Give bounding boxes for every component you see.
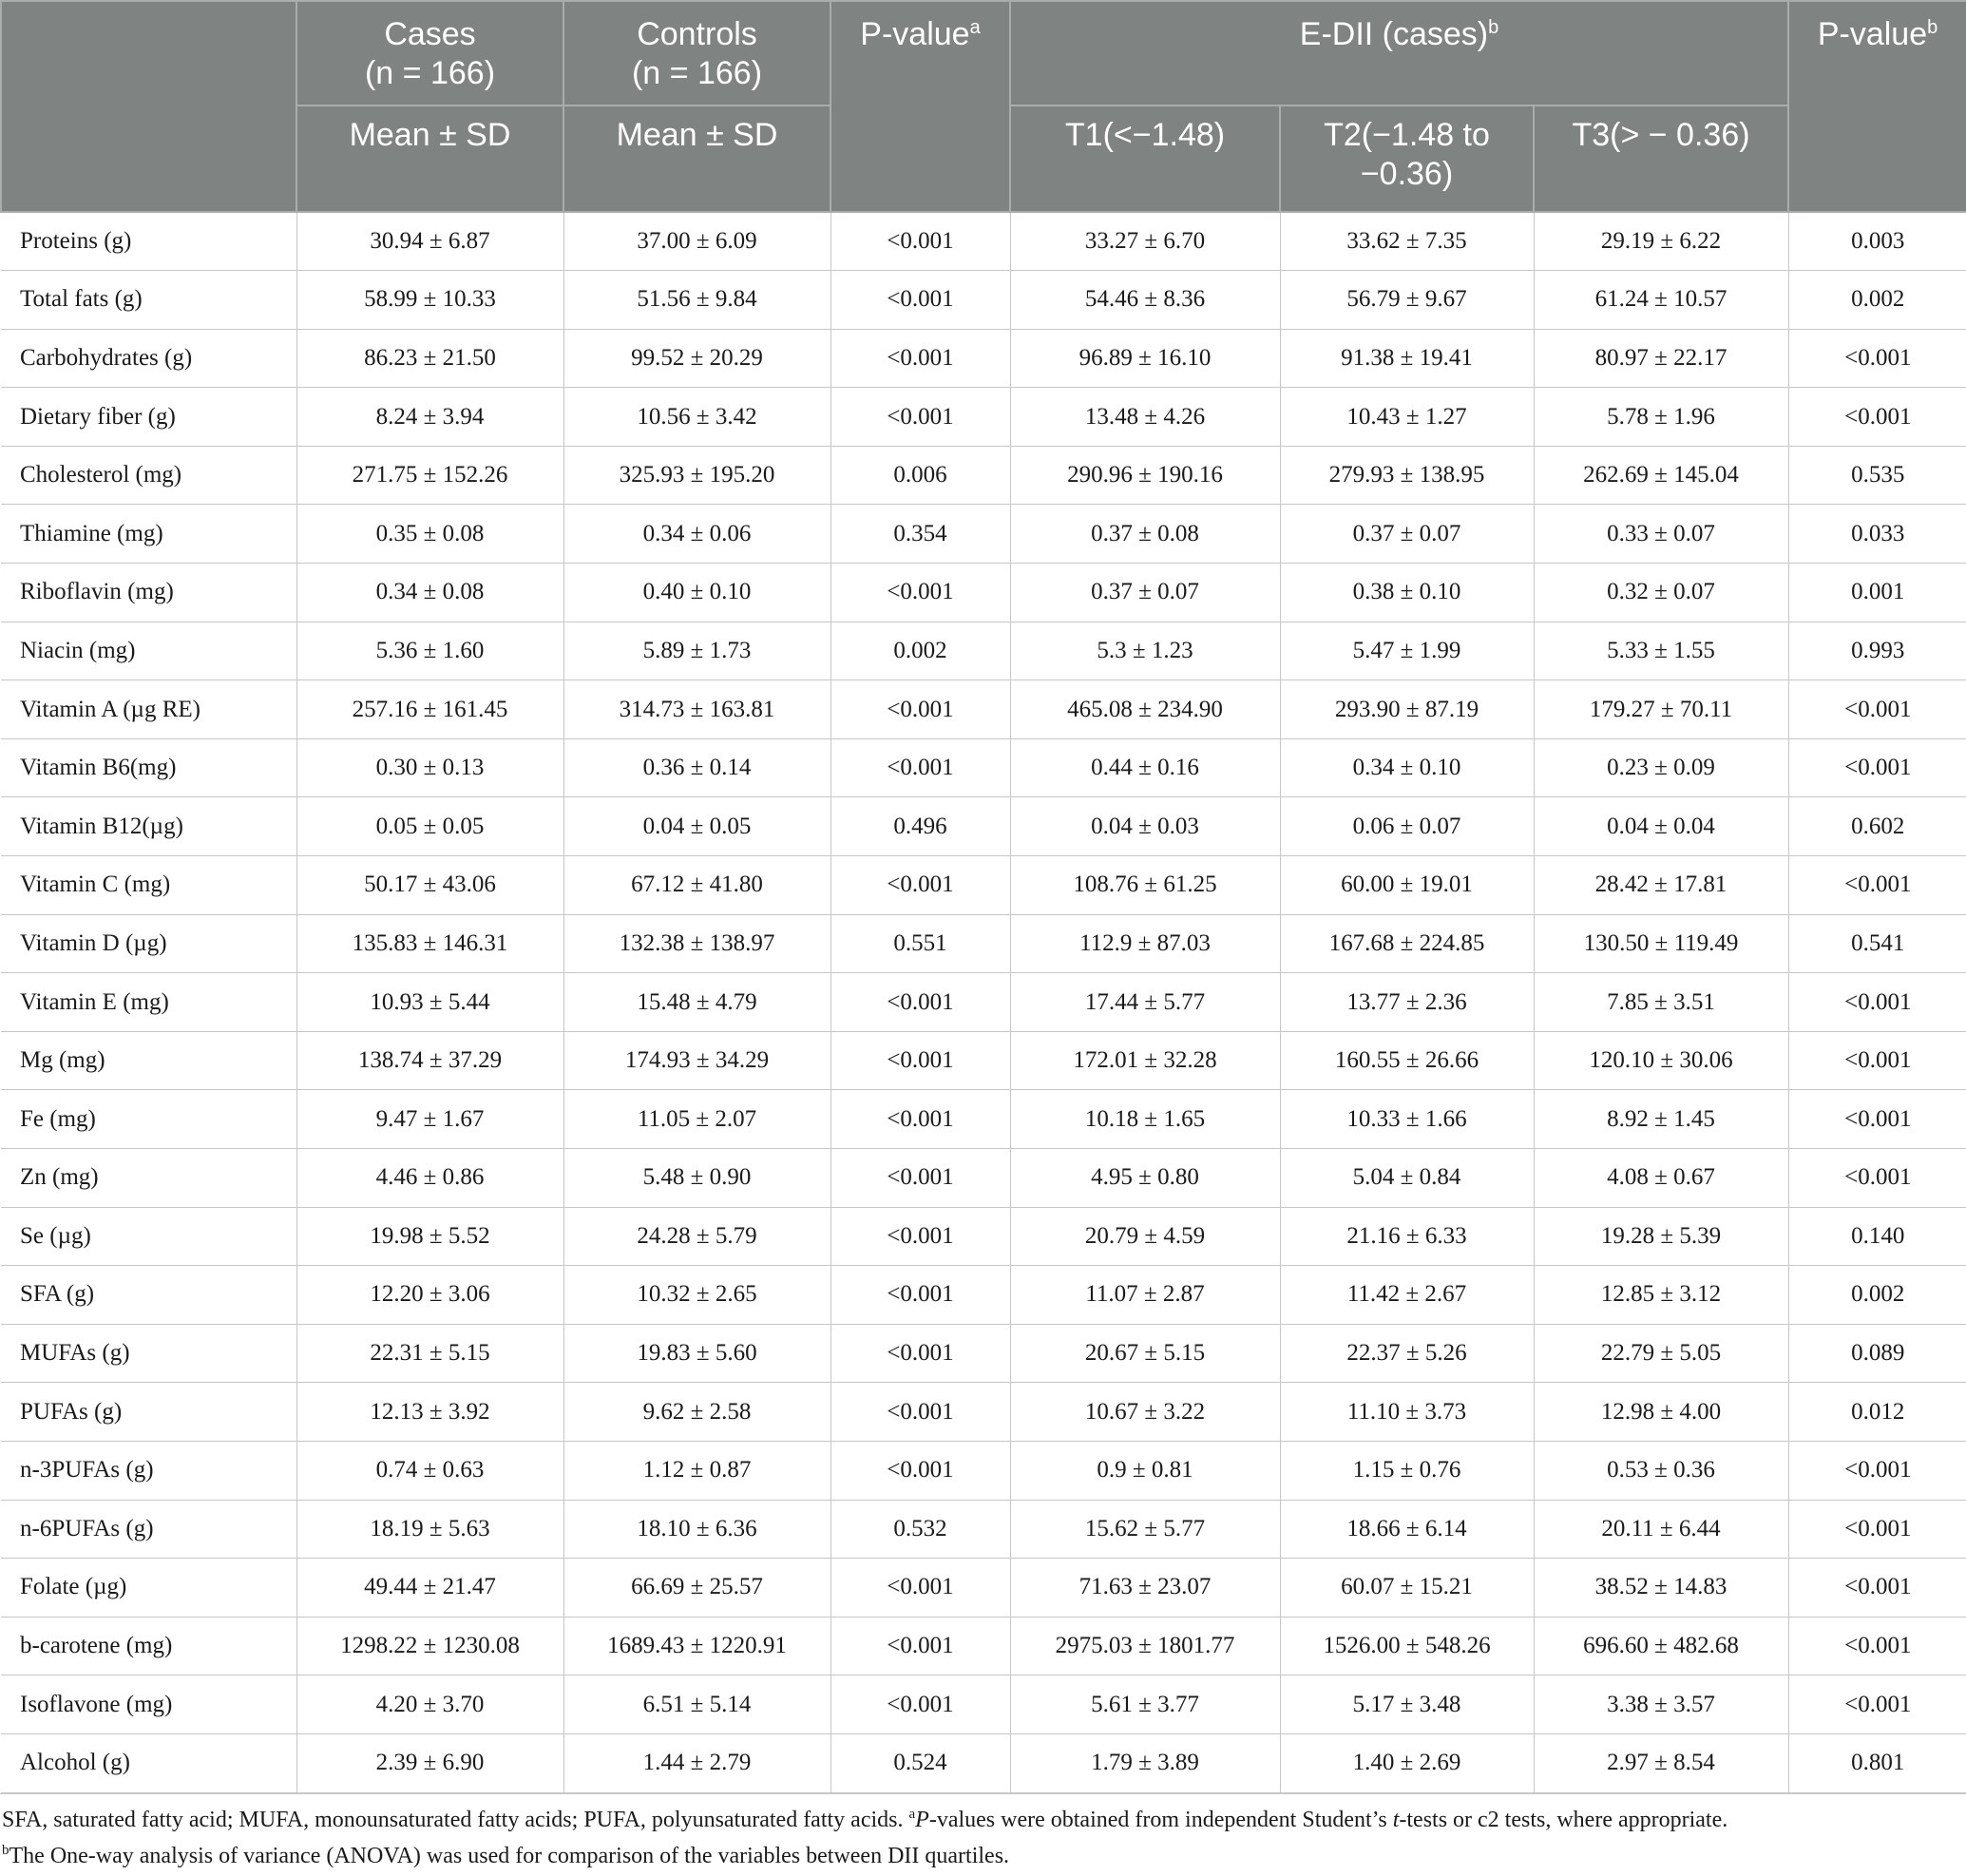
pvalue-b: 0.602 bbox=[1788, 797, 1966, 856]
table-row bbox=[1, 1559, 1966, 1618]
footnote-line-2: $^b$The One-way analysis of variance (ANOVA) was used for comparison of the variables between DII quartiles. bbox=[2, 1842, 1010, 1868]
nutrient-label: b-carotene (mg) bbox=[1, 1617, 296, 1675]
t1-mean-sd: 0.9 ± 0.81 bbox=[1010, 1441, 1280, 1500]
nutrient-label: Dietary fiber (g) bbox=[1, 388, 296, 447]
pvalue-a: <0.001 bbox=[830, 271, 1010, 330]
pvalue-b: 0.002 bbox=[1788, 271, 1966, 330]
pvalue-a: <0.001 bbox=[830, 738, 1010, 797]
t1-mean-sd: 465.08 ± 234.90 bbox=[1010, 680, 1280, 739]
header-edii: E-DII (cases)$^b$ bbox=[1010, 1, 1788, 105]
t2-mean-sd: 22.37 ± 5.26 bbox=[1280, 1324, 1534, 1383]
cases-mean-sd: 5.36 ± 1.60 bbox=[296, 622, 563, 680]
pvalue-a: 0.496 bbox=[830, 797, 1010, 856]
pvalue-b: 0.140 bbox=[1788, 1207, 1966, 1266]
cases-mean-sd: 50.17 ± 43.06 bbox=[296, 856, 563, 915]
table-row bbox=[1, 271, 1966, 330]
nutrient-label: Vitamin B12(µg) bbox=[1, 797, 296, 856]
pvalue-b: 0.033 bbox=[1788, 505, 1966, 564]
cases-mean-sd: 22.31 ± 5.15 bbox=[296, 1324, 563, 1383]
controls-mean-sd: 6.51 ± 5.14 bbox=[563, 1675, 830, 1734]
t2-mean-sd: 0.37 ± 0.07 bbox=[1280, 505, 1534, 564]
table-row bbox=[1, 212, 1966, 271]
t1-mean-sd: 2975.03 ± 1801.77 bbox=[1010, 1617, 1280, 1675]
pvalue-b: 0.001 bbox=[1788, 564, 1966, 622]
t1-mean-sd: 0.37 ± 0.07 bbox=[1010, 564, 1280, 622]
pvalue-b: <0.001 bbox=[1788, 856, 1966, 915]
nutrient-label: Vitamin B6(mg) bbox=[1, 738, 296, 797]
nutrient-label: PUFAs (g) bbox=[1, 1383, 296, 1442]
t2-mean-sd: 33.62 ± 7.35 bbox=[1280, 212, 1534, 271]
nutrient-label: Niacin (mg) bbox=[1, 622, 296, 680]
t3-mean-sd: 12.85 ± 3.12 bbox=[1534, 1266, 1788, 1325]
table-row bbox=[1, 1383, 1966, 1442]
controls-mean-sd: 15.48 ± 4.79 bbox=[563, 973, 830, 1032]
pvalue-a: <0.001 bbox=[830, 973, 1010, 1032]
t3-mean-sd: 5.78 ± 1.96 bbox=[1534, 388, 1788, 447]
t2-mean-sd: 5.17 ± 3.48 bbox=[1280, 1675, 1534, 1734]
controls-mean-sd: 18.10 ± 6.36 bbox=[563, 1500, 830, 1559]
controls-mean-sd: 0.34 ± 0.06 bbox=[563, 505, 830, 564]
controls-mean-sd: 174.93 ± 34.29 bbox=[563, 1031, 830, 1090]
header-t2: T2(−1.48 to −0.36) bbox=[1280, 105, 1534, 212]
t2-mean-sd: 91.38 ± 19.41 bbox=[1280, 329, 1534, 388]
pvalue-b: 0.003 bbox=[1788, 212, 1966, 271]
controls-mean-sd: 67.12 ± 41.80 bbox=[563, 856, 830, 915]
nutrient-label: Vitamin C (mg) bbox=[1, 856, 296, 915]
nutrient-label: Vitamin E (mg) bbox=[1, 973, 296, 1032]
table-row bbox=[1, 1031, 1966, 1090]
pvalue-b: <0.001 bbox=[1788, 1617, 1966, 1675]
t3-mean-sd: 8.92 ± 1.45 bbox=[1534, 1090, 1788, 1149]
controls-mean-sd: 5.89 ± 1.73 bbox=[563, 622, 830, 680]
pvalue-b: <0.001 bbox=[1788, 680, 1966, 739]
table-row bbox=[1, 1324, 1966, 1383]
pvalue-b: 0.012 bbox=[1788, 1383, 1966, 1442]
t3-mean-sd: 38.52 ± 14.83 bbox=[1534, 1559, 1788, 1618]
nutrient-label: n-6PUFAs (g) bbox=[1, 1500, 296, 1559]
cases-mean-sd: 1298.22 ± 1230.08 bbox=[296, 1617, 563, 1675]
nutrient-label: Fe (mg) bbox=[1, 1090, 296, 1149]
t2-mean-sd: 1.15 ± 0.76 bbox=[1280, 1441, 1534, 1500]
cases-mean-sd: 86.23 ± 21.50 bbox=[296, 329, 563, 388]
header-pvalue-b: P-value$^b$ bbox=[1788, 1, 1966, 212]
t1-mean-sd: 20.79 ± 4.59 bbox=[1010, 1207, 1280, 1266]
t1-mean-sd: 96.89 ± 16.10 bbox=[1010, 329, 1280, 388]
t3-mean-sd: 120.10 ± 30.06 bbox=[1534, 1031, 1788, 1090]
pvalue-b: 0.993 bbox=[1788, 622, 1966, 680]
header-mean-sd-cases: Mean ± SD bbox=[296, 105, 563, 212]
t3-mean-sd: 2.97 ± 8.54 bbox=[1534, 1733, 1788, 1792]
pvalue-b: <0.001 bbox=[1788, 1675, 1966, 1734]
table-row bbox=[1, 1500, 1966, 1559]
footnote-line-1: SFA, saturated fatty acid; MUFA, monounsaturated fatty acids; PUFA, polyunsaturated fatty acids. $^a$P-values were obtained from independent Student’s t-tests or c2 tests, where appropriate. bbox=[2, 1806, 1728, 1832]
cases-mean-sd: 18.19 ± 5.63 bbox=[296, 1500, 563, 1559]
table-row bbox=[1, 446, 1966, 505]
cases-mean-sd: 12.20 ± 3.06 bbox=[296, 1266, 563, 1325]
pvalue-a: 0.532 bbox=[830, 1500, 1010, 1559]
t2-mean-sd: 0.38 ± 0.10 bbox=[1280, 564, 1534, 622]
pvalue-a: 0.551 bbox=[830, 914, 1010, 973]
t3-mean-sd: 28.42 ± 17.81 bbox=[1534, 856, 1788, 915]
pvalue-a: <0.001 bbox=[830, 1617, 1010, 1675]
table-row bbox=[1, 738, 1966, 797]
cases-mean-sd: 0.05 ± 0.05 bbox=[296, 797, 563, 856]
header-pvalue-a: P-value$^a$ bbox=[830, 1, 1010, 212]
t3-mean-sd: 0.32 ± 0.07 bbox=[1534, 564, 1788, 622]
cases-mean-sd: 2.39 ± 6.90 bbox=[296, 1733, 563, 1792]
t1-mean-sd: 10.67 ± 3.22 bbox=[1010, 1383, 1280, 1442]
t3-mean-sd: 179.27 ± 70.11 bbox=[1534, 680, 1788, 739]
table-row bbox=[1, 1266, 1966, 1325]
t1-mean-sd: 4.95 ± 0.80 bbox=[1010, 1149, 1280, 1208]
pvalue-b: <0.001 bbox=[1788, 329, 1966, 388]
t2-mean-sd: 11.42 ± 2.67 bbox=[1280, 1266, 1534, 1325]
pvalue-a: <0.001 bbox=[830, 212, 1010, 271]
pvalue-b: <0.001 bbox=[1788, 1090, 1966, 1149]
pvalue-b: 0.002 bbox=[1788, 1266, 1966, 1325]
table-row bbox=[1, 1733, 1966, 1792]
controls-mean-sd: 10.32 ± 2.65 bbox=[563, 1266, 830, 1325]
t1-mean-sd: 1.79 ± 3.89 bbox=[1010, 1733, 1280, 1792]
t2-mean-sd: 160.55 ± 26.66 bbox=[1280, 1031, 1534, 1090]
table-row bbox=[1, 388, 1966, 447]
cases-mean-sd: 257.16 ± 161.45 bbox=[296, 680, 563, 739]
nutrient-label: Vitamin A (µg RE) bbox=[1, 680, 296, 739]
pvalue-b: <0.001 bbox=[1788, 1559, 1966, 1618]
nutrient-label: MUFAs (g) bbox=[1, 1324, 296, 1383]
controls-mean-sd: 37.00 ± 6.09 bbox=[563, 212, 830, 271]
pvalue-a: <0.001 bbox=[830, 1090, 1010, 1149]
header-cases: Cases (n = 166) bbox=[296, 1, 563, 105]
cases-mean-sd: 4.20 ± 3.70 bbox=[296, 1675, 563, 1734]
t1-mean-sd: 54.46 ± 8.36 bbox=[1010, 271, 1280, 330]
nutrient-label: Riboflavin (mg) bbox=[1, 564, 296, 622]
nutrient-label: Folate (µg) bbox=[1, 1559, 296, 1618]
t3-mean-sd: 5.33 ± 1.55 bbox=[1534, 622, 1788, 680]
t1-mean-sd: 17.44 ± 5.77 bbox=[1010, 973, 1280, 1032]
pvalue-b: <0.001 bbox=[1788, 1031, 1966, 1090]
t1-mean-sd: 20.67 ± 5.15 bbox=[1010, 1324, 1280, 1383]
controls-mean-sd: 0.36 ± 0.14 bbox=[563, 738, 830, 797]
cases-mean-sd: 0.34 ± 0.08 bbox=[296, 564, 563, 622]
t2-mean-sd: 1526.00 ± 548.26 bbox=[1280, 1617, 1534, 1675]
pvalue-a: 0.524 bbox=[830, 1733, 1010, 1792]
t2-mean-sd: 0.06 ± 0.07 bbox=[1280, 797, 1534, 856]
pvalue-b: 0.801 bbox=[1788, 1733, 1966, 1792]
controls-mean-sd: 1689.43 ± 1220.91 bbox=[563, 1617, 830, 1675]
cases-mean-sd: 9.47 ± 1.67 bbox=[296, 1090, 563, 1149]
table-row bbox=[1, 329, 1966, 388]
nutrient-label: Vitamin D (µg) bbox=[1, 914, 296, 973]
t2-mean-sd: 18.66 ± 6.14 bbox=[1280, 1500, 1534, 1559]
nutrient-label: Se (µg) bbox=[1, 1207, 296, 1266]
pvalue-a: <0.001 bbox=[830, 329, 1010, 388]
t3-mean-sd: 4.08 ± 0.67 bbox=[1534, 1149, 1788, 1208]
nutrient-label: Cholesterol (mg) bbox=[1, 446, 296, 505]
t3-mean-sd: 262.69 ± 145.04 bbox=[1534, 446, 1788, 505]
t3-mean-sd: 0.23 ± 0.09 bbox=[1534, 738, 1788, 797]
header-controls-n: (n = 166) bbox=[631, 55, 763, 91]
cases-mean-sd: 271.75 ± 152.26 bbox=[296, 446, 563, 505]
nutrient-label: SFA (g) bbox=[1, 1266, 296, 1325]
t3-mean-sd: 29.19 ± 6.22 bbox=[1534, 212, 1788, 271]
t1-mean-sd: 10.18 ± 1.65 bbox=[1010, 1090, 1280, 1149]
controls-mean-sd: 1.44 ± 2.79 bbox=[563, 1733, 830, 1792]
t2-mean-sd: 11.10 ± 3.73 bbox=[1280, 1383, 1534, 1442]
cases-mean-sd: 4.46 ± 0.86 bbox=[296, 1149, 563, 1208]
t2-mean-sd: 21.16 ± 6.33 bbox=[1280, 1207, 1534, 1266]
cases-mean-sd: 0.74 ± 0.63 bbox=[296, 1441, 563, 1500]
controls-mean-sd: 99.52 ± 20.29 bbox=[563, 329, 830, 388]
nutrient-label: Proteins (g) bbox=[1, 212, 296, 271]
controls-mean-sd: 24.28 ± 5.79 bbox=[563, 1207, 830, 1266]
t3-mean-sd: 696.60 ± 482.68 bbox=[1534, 1617, 1788, 1675]
pvalue-a: <0.001 bbox=[830, 1675, 1010, 1734]
pvalue-a: <0.001 bbox=[830, 1383, 1010, 1442]
pvalue-b: <0.001 bbox=[1788, 1500, 1966, 1559]
t1-mean-sd: 11.07 ± 2.87 bbox=[1010, 1266, 1280, 1325]
pvalue-a: <0.001 bbox=[830, 564, 1010, 622]
t2-mean-sd: 60.00 ± 19.01 bbox=[1280, 856, 1534, 915]
pvalue-b: 0.089 bbox=[1788, 1324, 1966, 1383]
t1-mean-sd: 33.27 ± 6.70 bbox=[1010, 212, 1280, 271]
pvalue-a: <0.001 bbox=[830, 856, 1010, 915]
pvalue-a: <0.001 bbox=[830, 1207, 1010, 1266]
pvalue-b: <0.001 bbox=[1788, 738, 1966, 797]
controls-mean-sd: 19.83 ± 5.60 bbox=[563, 1324, 830, 1383]
t2-mean-sd: 60.07 ± 15.21 bbox=[1280, 1559, 1534, 1618]
t2-mean-sd: 5.04 ± 0.84 bbox=[1280, 1149, 1534, 1208]
t2-mean-sd: 167.68 ± 224.85 bbox=[1280, 914, 1534, 973]
pvalue-a: <0.001 bbox=[830, 1324, 1010, 1383]
t3-mean-sd: 61.24 ± 10.57 bbox=[1534, 271, 1788, 330]
nutrient-label: Total fats (g) bbox=[1, 271, 296, 330]
cases-mean-sd: 8.24 ± 3.94 bbox=[296, 388, 563, 447]
t3-mean-sd: 12.98 ± 4.00 bbox=[1534, 1383, 1788, 1442]
t2-mean-sd: 56.79 ± 9.67 bbox=[1280, 271, 1534, 330]
controls-mean-sd: 66.69 ± 25.57 bbox=[563, 1559, 830, 1618]
controls-mean-sd: 314.73 ± 163.81 bbox=[563, 680, 830, 739]
controls-mean-sd: 132.38 ± 138.97 bbox=[563, 914, 830, 973]
t1-mean-sd: 108.76 ± 61.25 bbox=[1010, 856, 1280, 915]
t1-mean-sd: 112.9 ± 87.03 bbox=[1010, 914, 1280, 973]
cases-mean-sd: 19.98 ± 5.52 bbox=[296, 1207, 563, 1266]
cases-mean-sd: 135.83 ± 146.31 bbox=[296, 914, 563, 973]
cases-mean-sd: 12.13 ± 3.92 bbox=[296, 1383, 563, 1442]
table-body bbox=[1, 212, 1966, 1792]
t1-mean-sd: 172.01 ± 32.28 bbox=[1010, 1031, 1280, 1090]
t3-mean-sd: 80.97 ± 22.17 bbox=[1534, 329, 1788, 388]
pvalue-a: <0.001 bbox=[830, 680, 1010, 739]
controls-mean-sd: 0.04 ± 0.05 bbox=[563, 797, 830, 856]
table-row bbox=[1, 1617, 1966, 1675]
cases-mean-sd: 0.30 ± 0.13 bbox=[296, 738, 563, 797]
t2-mean-sd: 10.33 ± 1.66 bbox=[1280, 1090, 1534, 1149]
pvalue-a: <0.001 bbox=[830, 1441, 1010, 1500]
t1-mean-sd: 13.48 ± 4.26 bbox=[1010, 388, 1280, 447]
t3-mean-sd: 22.79 ± 5.05 bbox=[1534, 1324, 1788, 1383]
table-row bbox=[1, 1441, 1966, 1500]
pvalue-b: <0.001 bbox=[1788, 1441, 1966, 1500]
header-mean-sd-controls: Mean ± SD bbox=[563, 105, 830, 212]
t1-mean-sd: 15.62 ± 5.77 bbox=[1010, 1500, 1280, 1559]
t3-mean-sd: 7.85 ± 3.51 bbox=[1534, 973, 1788, 1032]
controls-mean-sd: 1.12 ± 0.87 bbox=[563, 1441, 830, 1500]
cases-mean-sd: 10.93 ± 5.44 bbox=[296, 973, 563, 1032]
nutrient-label: Mg (mg) bbox=[1, 1031, 296, 1090]
pvalue-a: <0.001 bbox=[830, 1266, 1010, 1325]
t3-mean-sd: 0.04 ± 0.04 bbox=[1534, 797, 1788, 856]
t1-mean-sd: 5.61 ± 3.77 bbox=[1010, 1675, 1280, 1734]
pvalue-b: <0.001 bbox=[1788, 388, 1966, 447]
t3-mean-sd: 3.38 ± 3.57 bbox=[1534, 1675, 1788, 1734]
header-controls: Controls (n = 166) bbox=[563, 1, 830, 105]
table-row bbox=[1, 1149, 1966, 1208]
pvalue-b: 0.535 bbox=[1788, 446, 1966, 505]
table-row bbox=[1, 856, 1966, 915]
cases-mean-sd: 49.44 ± 21.47 bbox=[296, 1559, 563, 1618]
t2-mean-sd: 13.77 ± 2.36 bbox=[1280, 973, 1534, 1032]
table-footnotes bbox=[0, 1793, 1966, 1874]
pvalue-b: <0.001 bbox=[1788, 973, 1966, 1032]
cases-mean-sd: 30.94 ± 6.87 bbox=[296, 212, 563, 271]
pvalue-a: <0.001 bbox=[830, 1031, 1010, 1090]
nutrient-label: Alcohol (g) bbox=[1, 1733, 296, 1792]
t1-mean-sd: 71.63 ± 23.07 bbox=[1010, 1559, 1280, 1618]
t3-mean-sd: 0.53 ± 0.36 bbox=[1534, 1441, 1788, 1500]
table-row bbox=[1, 797, 1966, 856]
pvalue-b: <0.001 bbox=[1788, 1149, 1966, 1208]
controls-mean-sd: 51.56 ± 9.84 bbox=[563, 271, 830, 330]
t2-mean-sd: 0.34 ± 0.10 bbox=[1280, 738, 1534, 797]
t3-mean-sd: 130.50 ± 119.49 bbox=[1534, 914, 1788, 973]
table-row bbox=[1, 1675, 1966, 1734]
nutrient-label: Zn (mg) bbox=[1, 1149, 296, 1208]
t2-mean-sd: 279.93 ± 138.95 bbox=[1280, 446, 1534, 505]
pvalue-a: <0.001 bbox=[830, 1559, 1010, 1618]
table-row bbox=[1, 914, 1966, 973]
header-t3: T3(> − 0.36) bbox=[1534, 105, 1788, 212]
pvalue-b: 0.541 bbox=[1788, 914, 1966, 973]
t2-mean-sd: 1.40 ± 2.69 bbox=[1280, 1733, 1534, 1792]
t2-mean-sd: 5.47 ± 1.99 bbox=[1280, 622, 1534, 680]
t3-mean-sd: 19.28 ± 5.39 bbox=[1534, 1207, 1788, 1266]
nutrient-label: Thiamine (mg) bbox=[1, 505, 296, 564]
pvalue-a: <0.001 bbox=[830, 1149, 1010, 1208]
table-header bbox=[1, 1, 1966, 212]
pvalue-a: 0.006 bbox=[830, 446, 1010, 505]
t1-mean-sd: 0.44 ± 0.16 bbox=[1010, 738, 1280, 797]
controls-mean-sd: 5.48 ± 0.90 bbox=[563, 1149, 830, 1208]
t3-mean-sd: 0.33 ± 0.07 bbox=[1534, 505, 1788, 564]
table-row bbox=[1, 1090, 1966, 1149]
table-row bbox=[1, 622, 1966, 680]
table-row bbox=[1, 973, 1966, 1032]
cases-mean-sd: 0.35 ± 0.08 bbox=[296, 505, 563, 564]
t2-mean-sd: 10.43 ± 1.27 bbox=[1280, 388, 1534, 447]
controls-mean-sd: 11.05 ± 2.07 bbox=[563, 1090, 830, 1149]
controls-mean-sd: 9.62 ± 2.58 bbox=[563, 1383, 830, 1442]
nutrient-label: Isoflavone (mg) bbox=[1, 1675, 296, 1734]
controls-mean-sd: 0.40 ± 0.10 bbox=[563, 564, 830, 622]
pvalue-a: 0.002 bbox=[830, 622, 1010, 680]
pvalue-a: 0.354 bbox=[830, 505, 1010, 564]
t1-mean-sd: 290.96 ± 190.16 bbox=[1010, 446, 1280, 505]
cases-mean-sd: 58.99 ± 10.33 bbox=[296, 271, 563, 330]
table-row bbox=[1, 680, 1966, 739]
t1-mean-sd: 5.3 ± 1.23 bbox=[1010, 622, 1280, 680]
header-cases-n: (n = 166) bbox=[364, 55, 496, 91]
t2-mean-sd: 293.90 ± 87.19 bbox=[1280, 680, 1534, 739]
t1-mean-sd: 0.37 ± 0.08 bbox=[1010, 505, 1280, 564]
header-t1: T1(<−1.48) bbox=[1010, 105, 1280, 212]
pvalue-a: <0.001 bbox=[830, 388, 1010, 447]
table-row bbox=[1, 564, 1966, 622]
table-row bbox=[1, 1207, 1966, 1266]
header-empty-cell bbox=[1, 1, 296, 212]
controls-mean-sd: 325.93 ± 195.20 bbox=[563, 446, 830, 505]
t3-mean-sd: 20.11 ± 6.44 bbox=[1534, 1500, 1788, 1559]
nutrient-label: n-3PUFAs (g) bbox=[1, 1441, 296, 1500]
nutrient-label: Carbohydrates (g) bbox=[1, 329, 296, 388]
t1-mean-sd: 0.04 ± 0.03 bbox=[1010, 797, 1280, 856]
cases-mean-sd: 138.74 ± 37.29 bbox=[296, 1031, 563, 1090]
table-row bbox=[1, 505, 1966, 564]
controls-mean-sd: 10.56 ± 3.42 bbox=[563, 388, 830, 447]
